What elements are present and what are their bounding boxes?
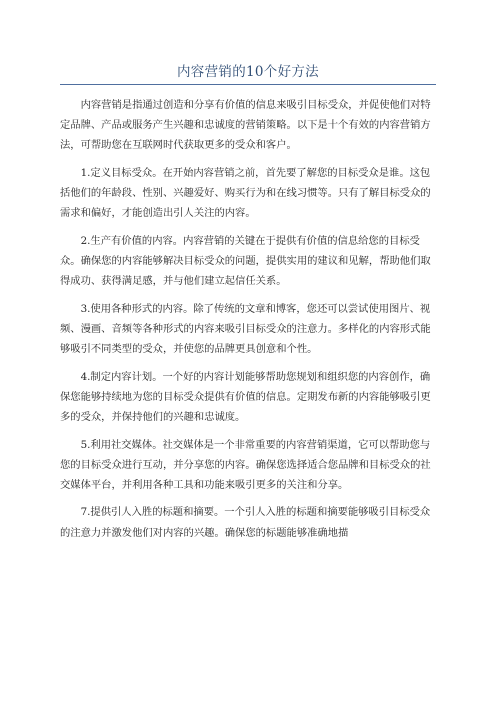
paragraph-method-1: 1.定义目标受众。在开始内容营销之前，首先要了解您的目标受众是谁。这包括他们的年龄段、性别、兴趣爱好、购买行为和在线习惯等。只有了解目标受众的需求和偏好，才能创造出引人关注的内容。 bbox=[60, 166, 431, 220]
paragraph-method-4: 4.制定内容计划。一个好的内容计划能够帮助您规划和组织您的内容创作，确保您能够持续地为您的目标受众提供有价值的信息。定期发布新的内容能够吸引更多的受众，并保持他们的兴趣和忠诚度。 bbox=[60, 370, 431, 424]
paragraph-method-2: 2.生产有价值的内容。内容营销的关键在于提供有价值的信息给您的目标受众。确保您的内容能够解决目标受众的问题，提供实用的建议和见解，帮助他们取得成功、获得满足感，并与他们建立起信任关系。 bbox=[60, 234, 431, 288]
paragraph-method-5: 5.利用社交媒体。社交媒体是一个非常重要的内容营销渠道，它可以帮助您与您的目标受众进行互动，并分享您的内容。确保您选择适合您品牌和目标受众的社交媒体平台，并利用各种工具和功能来吸引更多的关注和分享。 bbox=[60, 438, 431, 491]
title-underline bbox=[60, 84, 436, 85]
paragraph-method-3: 3.使用各种形式的内容。除了传统的文章和博客，您还可以尝试使用图片、视频、漫画、音频等各种形式的内容来吸引目标受众的注意力。多样化的内容形式能够吸引不同类型的受众，并使您的品牌更具创意和个性。 bbox=[60, 302, 431, 356]
document-page bbox=[60, 0, 436, 550]
paragraph-method-7: 7.提供引人入胜的标题和摘要。一个引人入胜的标题和摘要能够吸引目标受众的注意力并激发他们对内容的兴趣。确保您的标题能够准确地描 bbox=[60, 506, 431, 539]
document-title: 内容营销的10个好方法 bbox=[177, 64, 319, 80]
paragraph-intro: 内容营销是指通过创造和分享有价值的信息来吸引目标受众，并促使他们对特定品牌、产品或服务产生兴趣和忠诚度的营销策略。以下是十个有效的内容营销方法，可帮助您在互联网时代获取更多的受众和客户。 bbox=[60, 99, 431, 152]
